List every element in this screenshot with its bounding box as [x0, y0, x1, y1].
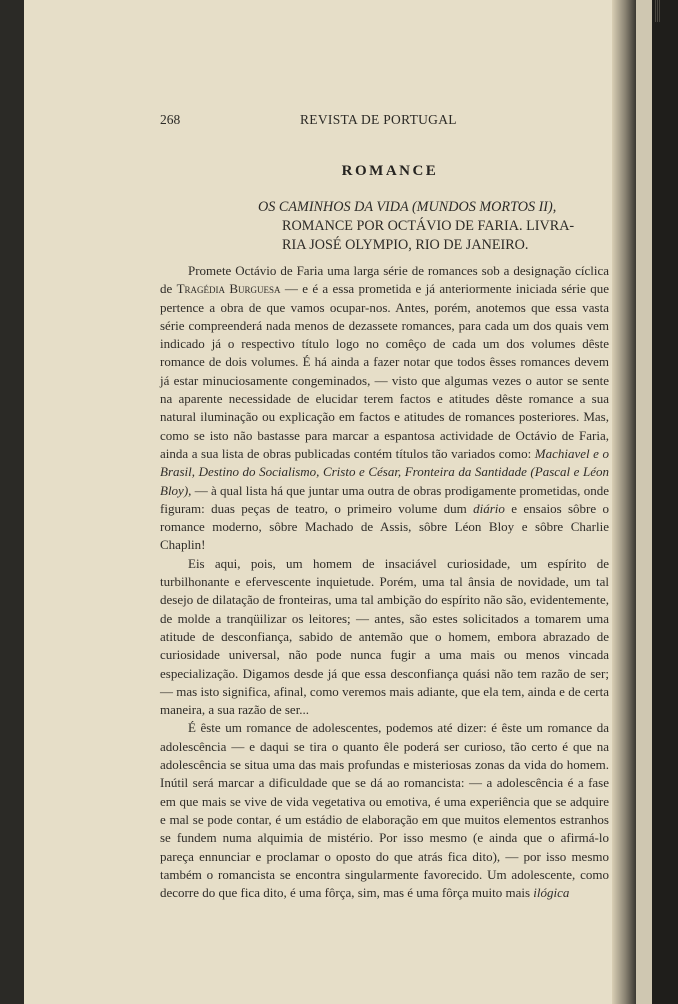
p3-text-a: É êste um romance de adolescentes, podemos até dizer: é êste um romance da adolescência — e daqui se tira o quanto êle poderá ser curioso, tão certo é que na adolescência se situa uma das mais profundas e misteriosas zonas da vida do homem. Inútil será marcar a dificuldade que se dá ao romancista: — a adolescência é a fase em que mais se vive de vida vegetativa ou emotiva, é uma experiência que se adquire e mal se pode contar, é um estádio de elaboração em que muitos elementos estranhos se fundem numa alquimia de mistério. Por isso mesmo (e ainda que o afirmá-lo pareça ennunciar e proclamar o oposto do que atrás fica dito), — por isso mesmo também o romancista se encontra singularmente favorecido. Um adolescente, como decorre do que fica dito, é uma fôrça, sim, mas é uma fôrça muito mais — [160, 720, 609, 901]
paragraph-3 — [160, 719, 609, 902]
running-header — [24, 112, 636, 132]
bib-line-3: RIA JOSÉ OLYMPIO, RIO DE JANEIRO. — [282, 237, 529, 253]
section-title — [24, 163, 636, 180]
book-page — [24, 0, 636, 1004]
bib-line-1: OS CAMINHOS DA VIDA (MUNDOS MORTOS II), — [258, 199, 557, 215]
p1-text-e: — à qual lista há que juntar uma outra de obras prodigamente prometidas, onde figuram: duas peças de teatro, o primeiro volume dum — [160, 482, 609, 516]
p1-text-c: — e é a essa prometida e já anteriormente iniciada série que pertence a obra de que vamos ocupar-nos. Antes, porém, anotemos que essa vasta série compreenderá nada menos de dezassete romances, para cada um dos quais vem indicado já o respectivo título logo no comêço de cada um dos volumes dêste romance de dois volumes. É há ainda a fazer notar que todos êsses romances devem já estar minuciosamente congeminados, — visto que algumas vezes o autor se sente na aparente necessidade de elucidar terem factos e atitudes dêste romance a sua natural iluminação ou explicação em factos e atitudes de romances posteriores. Mas, como se isto não bastasse para marcar a espantosa actividade de Octávio de Faria, ainda a sua lista de obras publicadas contém títulos tão variados como: — [160, 281, 609, 461]
adjacent-page-edge — [636, 0, 652, 1004]
paragraph-1 — [160, 262, 609, 555]
series-title: Tragédia Burguesa — [176, 281, 281, 297]
p1-text-g: e ensaios sôbre o romance moderno, sôbre Machado de Assis, sôbre Léon Bloy e sôbre Charlie Chaplin! — [160, 500, 609, 553]
scan-background — [652, 0, 678, 1004]
paragraph-2: Eis aqui, pois, um homem de insaciável curiosidade, um espírito de turbilhonante e efervescente inquietude. Porém, uma tal ânsia de novidade, um tal desejo de dilatação de fronteiras, uma tal ambição do espírito não são, evidentemente, de molde a tranqüilizar os leitores; — antes, são estes solicitados a tomarem uma atitude de desconfiança, sabido de antemão que o homem, embora abrazado de curiosidade universal, não pode nunca fugir a uma mais ou menos vincada especialização. Digamos desde já que essa desconfiança quási não tem razão de ser; — mas isto significa, afinal, como veremos mais adiante, que ela tem, ainda e de certa maneira, a sua razão de ser... — [160, 555, 609, 718]
journal-title: REVISTA DE PORTUGAL — [300, 112, 457, 127]
page-number: 268 — [160, 112, 181, 127]
section-title-text: ROMANCE — [341, 163, 439, 179]
works-list: Machiavel e o Brasil, Destino do Socialismo, Cristo e César, Fronteira da Santidade (Pascal e Léon Bloy), — [160, 445, 610, 498]
article-body — [160, 262, 609, 902]
p3-italic-word: ilógica — [533, 885, 570, 901]
p1-text-a: Promete Octávio de Faria uma larga série de romances sob a designação cíclica de — [160, 263, 609, 297]
edge-marks — [655, 0, 660, 22]
diary-word: diário — [473, 500, 505, 516]
page-gutter — [612, 0, 636, 1004]
bibliographic-reference — [258, 198, 598, 255]
bib-line-2: ROMANCE POR OCTÁVIO DE FARIA. LIVRA- — [282, 218, 575, 234]
